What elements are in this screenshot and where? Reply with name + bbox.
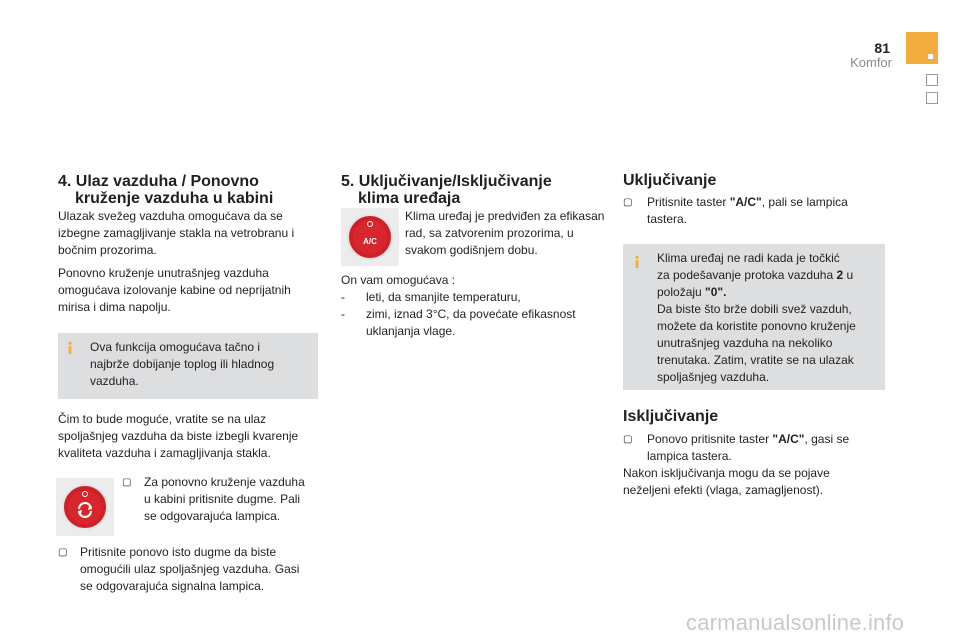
tab-dot-icon	[928, 54, 933, 59]
watermark: carmanualsonline.info	[686, 610, 905, 635]
page-number: 81	[874, 40, 890, 56]
bullet-press-ac-again: ▢ Ponovo pritisnite taster "A/C", gasi se lampica tastera.	[623, 432, 850, 463]
after-switch-off-paragraph: Nakon isključivanja mogu da se pojave neželjeni efekti (vlaga, zamagljenost).	[623, 466, 830, 497]
checkbox-bullet-icon: ▢	[122, 477, 132, 488]
recirculation-button-image	[56, 478, 114, 536]
info-icon	[63, 341, 77, 355]
section-5-title: 5. Uključivanje/Isključivanje klima uređaja	[341, 173, 552, 207]
switching-off-title: Isključivanje	[623, 408, 719, 425]
ac-benefits: On vam omogućava : - leti, da smanjite temperaturu, - zimi, iznad 3°C, da povećate efikasnost uklanjanja vlage.	[341, 273, 576, 338]
chapter-tab-2[interactable]	[926, 74, 938, 86]
info-box-recirculation: Ova funkcija omogućava tačno i najbrže dobijanje toplog ili hladnog vazduha.	[58, 333, 318, 399]
ac-intro-paragraph: Klima uređaj je predviđen za efikasan rad, sa zatvorenim prozorima, u svakom godišnjem dobu.	[405, 209, 605, 257]
air-intake-paragraph: Ulazak svežeg vazduha omogućava da se izbegne zamagljivanje stakla na vetrobranu i bočnim prozorima.	[58, 209, 295, 257]
info-box-ac: Klima uređaj ne radi kada je točkić za podešavanje protoka vazduha 2 u položaju "0". Da biste što brže dobili svež vazduh, možete da koristite ponovno kruženje unutrašnjeg vazduha na nekoliko trenutaka. Zatim, vratite se na ulazak spoljašnjeg vazduha.	[623, 244, 885, 390]
indicator-lamp-icon	[367, 221, 373, 227]
info-icon	[630, 255, 644, 269]
section-name: Komfor	[850, 55, 892, 70]
checkbox-bullet-icon: ▢	[623, 434, 633, 445]
ac-button-label: A/C	[363, 237, 377, 246]
chapter-tab-active[interactable]	[906, 32, 938, 64]
indicator-lamp-icon	[82, 491, 88, 497]
checkbox-bullet-icon: ▢	[58, 547, 68, 558]
checkbox-bullet-icon: ▢	[623, 197, 633, 208]
bullet-press-recirculation: ▢ Za ponovno kruženje vazduha u kabini pritisnite dugme. Pali se odgovarajuća lampica.	[122, 475, 305, 523]
section-4-title: 4. Ulaz vazduha / Ponovno kruženje vazduha u kabini	[58, 173, 274, 207]
switching-on-title: Uključivanje	[623, 172, 717, 189]
return-air-paragraph: Čim to bude moguće, vratite se na ulaz spoljašnjeg vazduha da biste izbegli kvarenje kvaliteta vazduha i zamagljivanja stakla.	[58, 412, 299, 460]
recirculation-paragraph: Ponovno kruženje unutrašnjeg vazduha omogućava izolovanje kabine od neprijatnih mirisa i dima napolju.	[58, 266, 291, 314]
bullet-press-ac: ▢ Pritisnite taster "A/C", pali se lampica tastera.	[623, 195, 848, 226]
bullet-press-again: ▢ Pritisnite ponovo isto dugme da biste omogućili ulaz spoljašnjeg vazduha. Gasi se odgovarajuća signalna lampica.	[58, 545, 300, 593]
recirculation-icon	[75, 500, 95, 520]
chapter-tab-3[interactable]	[926, 92, 938, 104]
ac-button-image	[341, 208, 399, 266]
